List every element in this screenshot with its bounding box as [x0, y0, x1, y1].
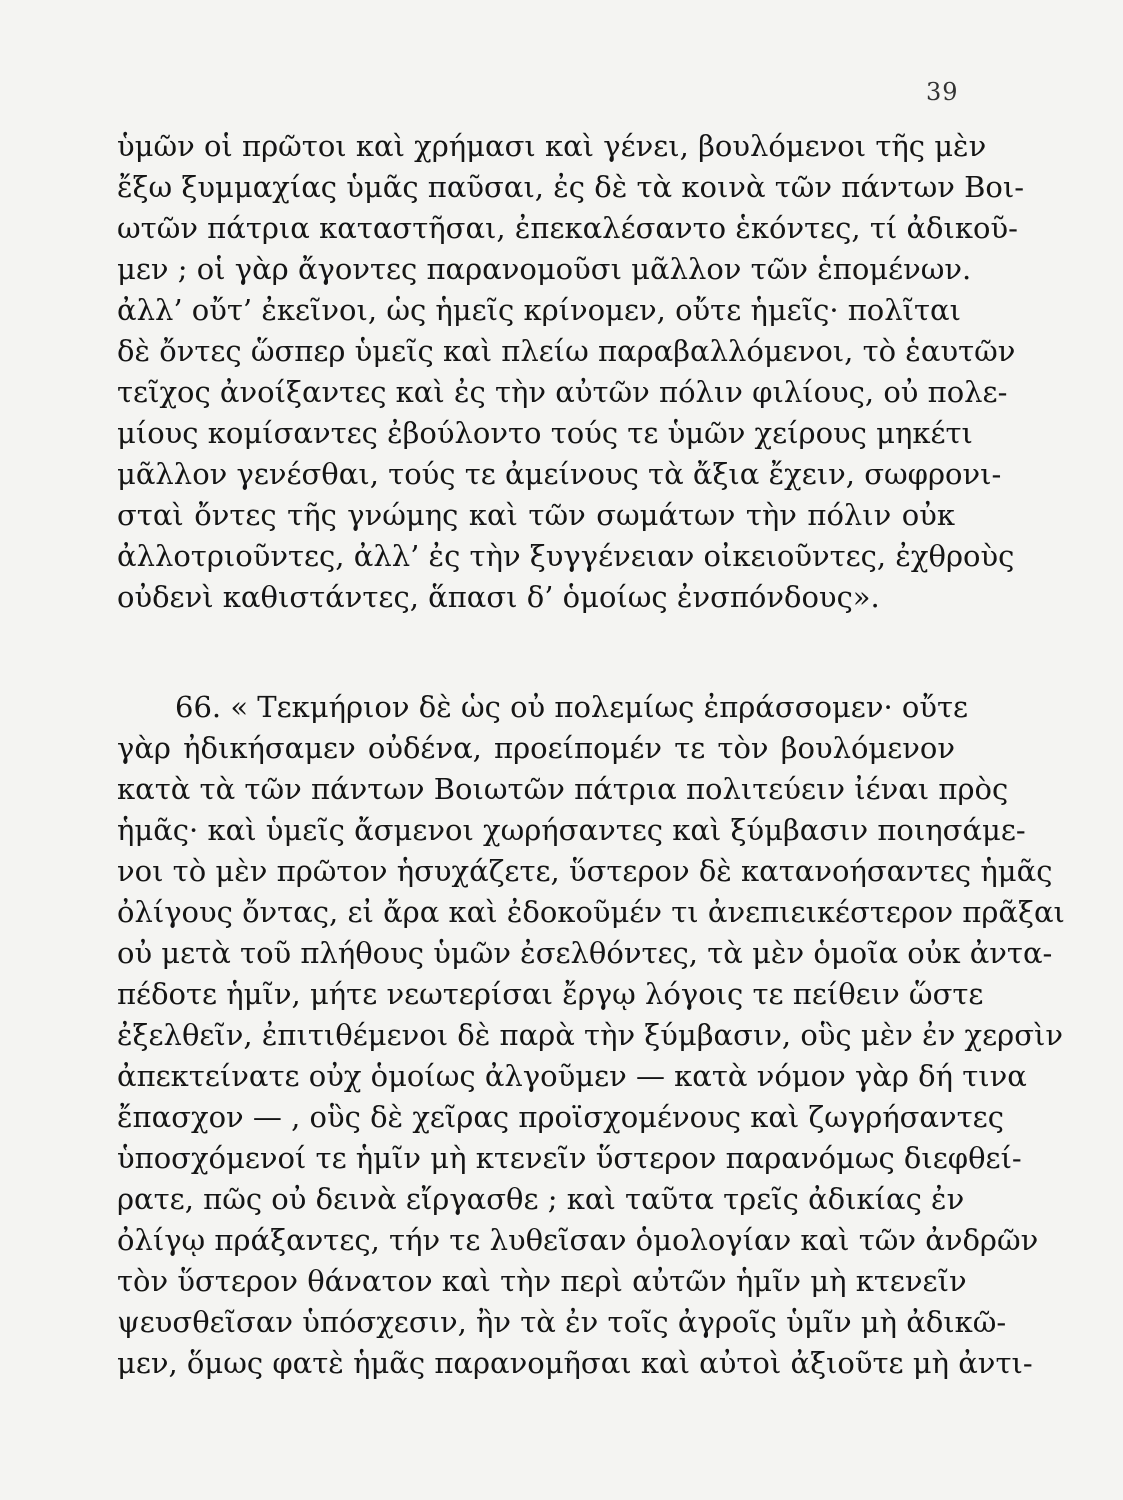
text-line: ψευσθεῖσαν ὑπόσχεσιν, ἢν τὰ ἐν τοῖς ἀγροῖς ὑμῖν μὴ ἀδικῶ-: [117, 1305, 1007, 1339]
text-line: ωτῶν πάτρια καταστῆσαι, ἐπεκαλέσαντο ἑκόντες, τί ἀδικοῦ-: [117, 211, 1018, 245]
text-line: 66. « Τεκμήριον δὲ ὡς οὐ πολεμίως ἐπράσσομεν· οὔτε: [175, 690, 969, 724]
text-line: ἡμᾶς· καὶ ὑμεῖς ἄσμενοι χωρήσαντες καὶ ξύμβασιν ποιησάμε-: [117, 813, 1026, 847]
paragraph-65-continuation: [117, 126, 1025, 618]
text-line: ἀλλ’ οὔτ’ ἐκεῖνοι, ὡς ἡμεῖς κρίνομεν, οὔτε ἡμεῖς· πολῖται: [117, 293, 962, 327]
text-line: τεῖχος ἀνοίξαντες καὶ ἐς τὴν αὐτῶν πόλιν φιλίους, οὐ πολε-: [117, 375, 1008, 409]
text-line: ἀπεκτείνατε οὐχ ὁμοίως ἀλγοῦμεν — κατὰ νόμον γὰρ δή τινα: [117, 1059, 1027, 1093]
text-line: ἀλλοτριοῦντες, ἀλλ’ ἐς τὴν ξυγγένειαν οἰκειοῦντες, ἐχθροὺς: [117, 539, 1015, 573]
text-line: οὐ μετὰ τοῦ πλήθους ὑμῶν ἐσελθόντες, τὰ μὲν ὁμοῖα οὐκ ἀντα-: [117, 936, 1053, 970]
text-line: τὸν ὕστερον θάνατον καὶ τὴν περὶ αὐτῶν ἡμῖν μὴ κτενεῖν: [117, 1264, 967, 1298]
text-line: γὰρ ἠδικήσαμεν οὐδένα, προείπομέν τε τὸν βουλόμενον: [117, 731, 955, 765]
text-line: ἔξω ξυμμαχίας ὑμᾶς παῦσαι, ἐς δὲ τὰ κοινὰ τῶν πάντων Βοι-: [117, 170, 1025, 204]
text-line: οὐδενὶ καθιστάντες, ἅπασι δ’ ὁμοίως ἐνσπόνδους».: [117, 580, 880, 614]
text-line: ἔπασχον — , οὓς δὲ χεῖρας προϊσχομένους καὶ ζωγρήσαντες: [117, 1100, 1004, 1134]
text-line: μίους κομίσαντες ἐβούλοντο τούς τε ὑμῶν χείρους μηκέτι: [117, 416, 973, 450]
text-line: ἐξελθεῖν, ἐπιτιθέμενοι δὲ παρὰ τὴν ξύμβασιν, οὓς μὲν ἐν χερσὶν: [117, 1018, 1063, 1052]
text-line: ρατε, πῶς οὐ δεινὰ εἴργασθε ; καὶ ταῦτα τρεῖς ἀδικίας ἐν: [117, 1182, 965, 1216]
text-line: μεν, ὅμως φατὲ ἡμᾶς παρανομῆσαι καὶ αὐτοὶ ἀξιοῦτε μὴ ἀντι-: [117, 1346, 1033, 1380]
text-line: κατὰ τὰ τῶν πάντων Βοιωτῶν πάτρια πολιτεύειν ἰέναι πρὸς: [117, 772, 1009, 806]
text-line: μεν ; οἱ γὰρ ἄγοντες παρανομοῦσι μᾶλλον τῶν ἑπομένων.: [117, 252, 972, 286]
text-line: ὑποσχόμενοί τε ἡμῖν μὴ κτενεῖν ὕστερον παρανόμως διεφθεί-: [117, 1141, 1022, 1175]
paragraph-66: [117, 687, 1065, 1384]
text-line: μᾶλλον γενέσθαι, τούς τε ἀμείνους τὰ ἄξια ἔχειν, σωφρονι-: [117, 457, 1002, 491]
text-line: νοι τὸ μὲν πρῶτον ἡσυχάζετε, ὕστερον δὲ κατανοήσαντες ἡμᾶς: [117, 854, 1053, 888]
text-line: ὑμῶν οἱ πρῶτοι καὶ χρήμασι καὶ γένει, βουλόμενοι τῆς μὲν: [117, 129, 987, 163]
page-number: 39: [926, 78, 959, 106]
text-line: σταὶ ὄντες τῆς γνώμης καὶ τῶν σωμάτων τὴν πόλιν οὐκ: [117, 498, 955, 532]
text-line: ὀλίγῳ πράξαντες, τήν τε λυθεῖσαν ὁμολογίαν καὶ τῶν ἀνδρῶν: [117, 1223, 1039, 1257]
text-line: ὀλίγους ὄντας, εἰ ἄρα καὶ ἐδοκοῦμέν τι ἀνεπιεικέστερον πρᾶξαι: [117, 895, 1065, 929]
text-line: δὲ ὄντες ὥσπερ ὑμεῖς καὶ πλείω παραβαλλόμενοι, τὸ ἑαυτῶν: [117, 334, 1016, 368]
text-line: πέδοτε ἡμῖν, μήτε νεωτερίσαι ἔργῳ λόγοις τε πείθειν ὥστε: [117, 977, 984, 1011]
